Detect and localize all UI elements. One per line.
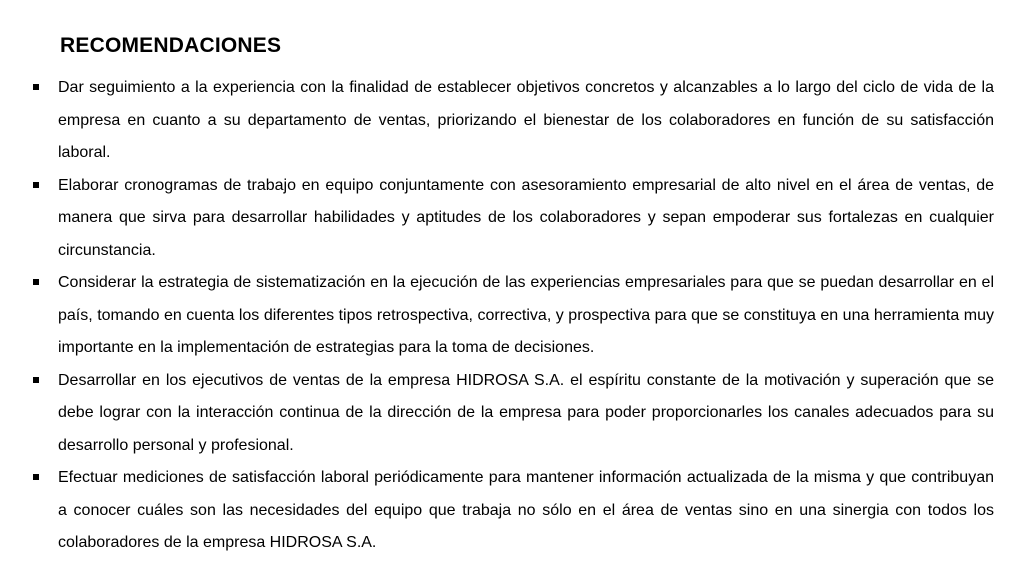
list-item xyxy=(30,267,994,365)
square-bullet-icon xyxy=(33,279,39,285)
recommendations-list xyxy=(30,72,994,560)
square-bullet-icon xyxy=(33,182,39,188)
recommendation-text: Efectuar mediciones de satisfacción laboral periódicamente para mantener información actualizada de la misma y que contribuyan a conocer cuáles son las necesidades del equipo que trabaja no sólo en el área de ventas sino en una sinergia con todos los colaboradores de la empresa HIDROSA S.A. xyxy=(58,469,994,551)
square-bullet-icon xyxy=(33,84,39,90)
list-item xyxy=(30,365,994,463)
page-title: RECOMENDACIONES xyxy=(60,34,282,57)
recommendation-text: Desarrollar en los ejecutivos de ventas de la empresa HIDROSA S.A. el espíritu constante de la motivación y superación que se debe lograr con la interacción continua de la dirección de la empresa para poder proporcionarles los canales adecuados para su desarrollo personal y profesional. xyxy=(58,371,994,454)
recommendation-text: Considerar la estrategia de sistematización en la ejecución de las experiencias empresariales para que se puedan desarrollar en el país, tomando en cuenta los diferentes tipos retrospectiva, correctiva, y prospectiva para que se constituya en una herramienta muy importante en la implementación de estrategias para la toma de decisiones. xyxy=(58,274,994,356)
list-item xyxy=(30,170,994,268)
recommendation-text: Dar seguimiento a la experiencia con la finalidad de establecer objetivos concretos y alcanzables a lo largo del ciclo de vida de la empresa en cuanto a su departamento de ventas, priorizando el bienestar de los colaboradores en función de su satisfacción laboral. xyxy=(58,79,994,161)
list-item xyxy=(30,462,994,560)
recommendation-text: Elaborar cronogramas de trabajo en equipo conjuntamente con asesoramiento empresarial de alto nivel en el área de ventas, de manera que sirva para desarrollar habilidades y aptitudes de los colaboradores y sepan empoderar sus fortalezas en cualquier circunstancia. xyxy=(58,176,994,259)
square-bullet-icon xyxy=(33,377,39,383)
list-item xyxy=(30,72,994,170)
square-bullet-icon xyxy=(33,474,39,480)
